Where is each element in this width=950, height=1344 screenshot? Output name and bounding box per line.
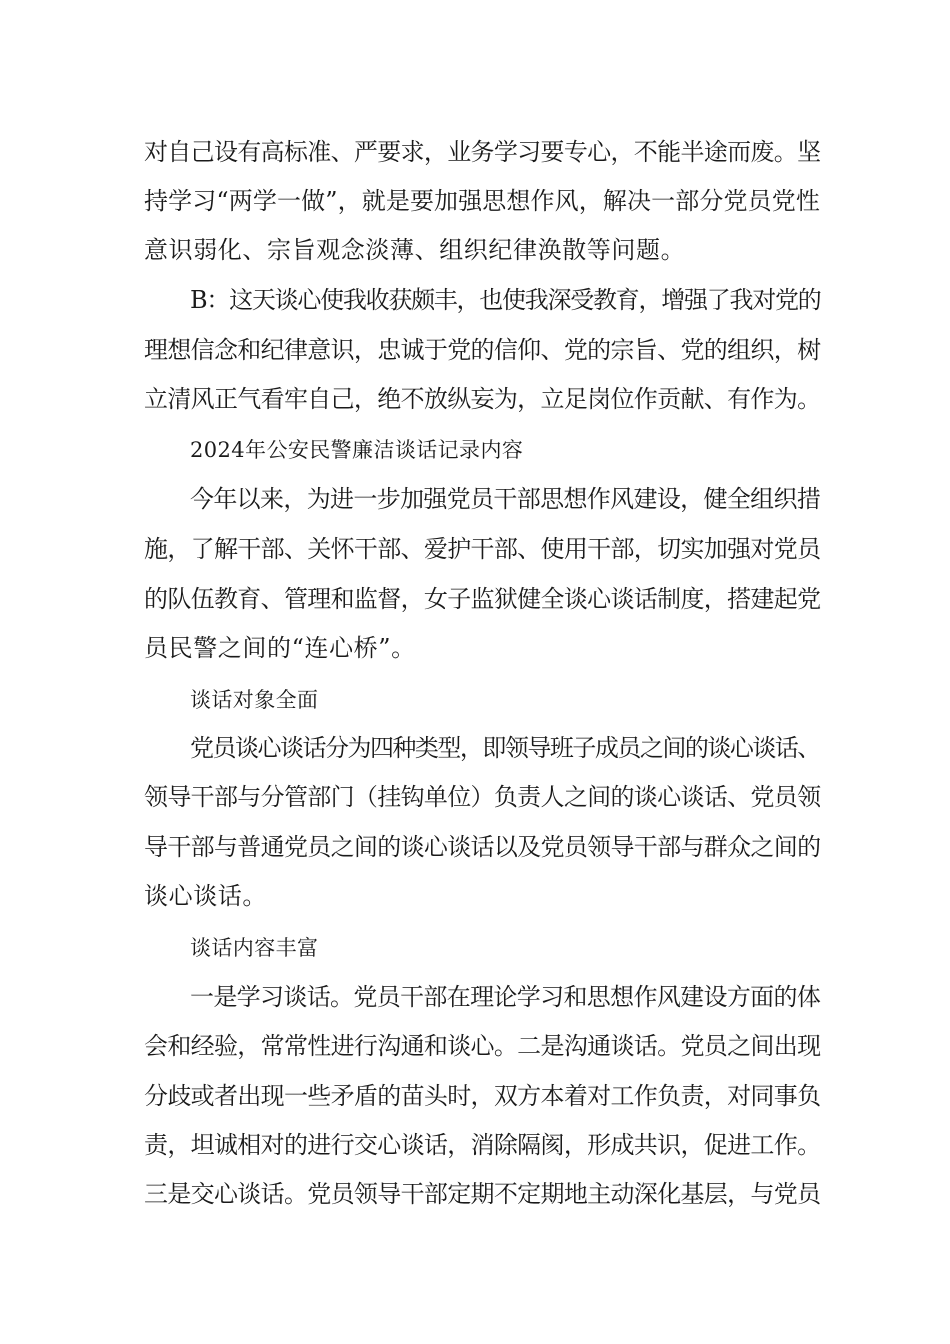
text-line: 责，坦诚相对的进行交心谈话，消除隔阂，形成共识，促进工作。 bbox=[144, 1131, 821, 1159]
text-line: 党员谈心谈话分为四种类型，即领导班子成员之间的谈心谈话、 bbox=[190, 734, 820, 762]
text-line: 分歧或者出现一些矛盾的苗头时，双方本着对工作负责，对同事负 bbox=[144, 1082, 821, 1110]
text-line: 今年以来，为进一步加强党员干部思想作风建设，健全组织措 bbox=[190, 485, 821, 513]
text-line: 理想信念和纪律意识，忠诚于党的信仰、党的宗旨、党的组织，树 bbox=[144, 336, 821, 364]
text-line: 会和经验，常常性进行沟通和谈心。二是沟通谈话。党员之间出现 bbox=[144, 1032, 821, 1060]
section-heading: 2024年公安民警廉洁谈话记录内容 bbox=[190, 438, 524, 462]
text-line: 施，了解干部、关怀干部、爱护干部、使用干部，切实加强对党员 bbox=[144, 535, 821, 563]
text-line: 员民警之间的“连心桥”。 bbox=[144, 634, 416, 662]
text-line: 的队伍教育、管理和监督，女子监狱健全谈心谈话制度，搭建起党 bbox=[144, 585, 821, 613]
text-line: 一是学习谈话。党员干部在理论学习和思想作风建设方面的体 bbox=[190, 983, 821, 1011]
text-line: 立清风正气看牢自己，绝不放纵妄为，立足岗位作贡献、有作为。 bbox=[144, 385, 821, 413]
text-line: 意识弱化、宗旨观念淡薄、组织纪律涣散等问题。 bbox=[144, 236, 686, 264]
text-line: 对自己设有高标准、严要求，业务学习要专心，不能半途而废。坚 bbox=[144, 138, 821, 166]
text-line: 导干部与普通党员之间的谈心谈话以及党员领导干部与群众之间的 bbox=[144, 833, 821, 861]
text-line: 持学习“两学一做”，就是要加强思想作风，解决一部分党员党性 bbox=[144, 187, 820, 215]
section-heading: 谈话内容丰富 bbox=[190, 936, 319, 960]
text-line: 谈心谈话。 bbox=[144, 882, 267, 910]
section-heading: 谈话对象全面 bbox=[190, 688, 319, 712]
text-line: 三是交心谈话。党员领导干部定期不定期地主动深化基层，与党员 bbox=[144, 1180, 821, 1208]
text-line: B：这天谈心使我收获颇丰，也使我深受教育，增强了我对党的 bbox=[190, 286, 821, 314]
text-line: 领导干部与分管部门（挂钩单位）负责人之间的谈心谈话、党员领 bbox=[144, 783, 821, 811]
